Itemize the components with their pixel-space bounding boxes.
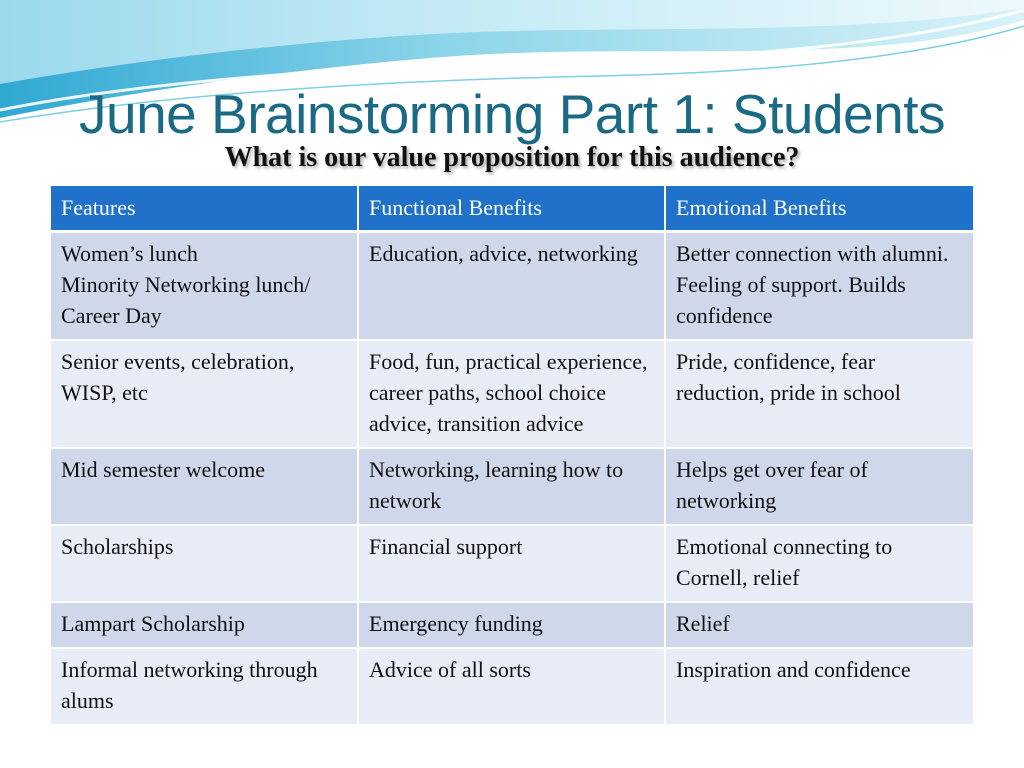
emotional-benefit-cell	[665, 448, 973, 525]
header-emotional-benefits: Emotional Benefits	[665, 186, 973, 232]
emotional-benefit-text: Emotional connecting to Cornell, relief	[676, 534, 893, 590]
table-row	[51, 602, 973, 648]
emotional-benefit-cell	[665, 648, 973, 725]
feature-text: Women’s lunch Minority Networking lunch/ Career Day	[61, 241, 311, 328]
functional-benefit-text: Education, advice, networking	[369, 241, 638, 266]
table-row	[51, 448, 973, 525]
emotional-benefit-cell	[665, 232, 973, 341]
emotional-benefit-text: Relief	[676, 611, 730, 636]
value-proposition-table	[51, 186, 973, 726]
feature-text: Mid semester welcome	[61, 457, 266, 482]
header-features: Features	[51, 186, 358, 232]
functional-benefit-text: Emergency funding	[369, 611, 543, 636]
feature-cell	[51, 525, 358, 602]
emotional-benefit-text: Pride, confidence, fear reduction, pride in school	[676, 349, 901, 405]
feature-cell	[51, 232, 358, 341]
slide-title: June Brainstorming Part 1: Students	[78, 83, 946, 145]
feature-text: Scholarships	[61, 534, 174, 559]
emotional-benefit-text: Helps get over fear of networking	[676, 457, 868, 513]
emotional-benefit-text: Better connection with alumni. Feeling of support. Builds confidence	[676, 241, 949, 328]
functional-benefit-cell	[358, 525, 665, 602]
emotional-benefit-cell	[665, 340, 973, 448]
slide-subtitle: What is our value proposition for this audience?	[224, 142, 800, 173]
functional-benefit-text: Financial support	[369, 534, 523, 559]
header-functional-benefits: Functional Benefits	[358, 186, 665, 232]
emotional-benefit-cell	[665, 602, 973, 648]
table-row	[51, 525, 973, 602]
feature-cell	[51, 340, 358, 448]
functional-benefit-cell	[358, 648, 665, 725]
functional-benefit-cell	[358, 340, 665, 448]
feature-text: Lampart Scholarship	[61, 611, 245, 636]
feature-cell	[51, 602, 358, 648]
emotional-benefit-cell	[665, 525, 973, 602]
emotional-benefit-text: Inspiration and confidence	[676, 657, 911, 682]
table-header-row	[51, 186, 973, 232]
functional-benefit-text: Advice of all sorts	[369, 657, 531, 682]
functional-benefit-cell	[358, 232, 665, 341]
feature-text: Senior events, celebration, WISP, etc	[61, 349, 295, 405]
functional-benefit-text: Food, fun, practical experience, career paths, school choice advice, transition advice	[369, 349, 648, 436]
feature-text: Informal networking through alums	[61, 657, 318, 713]
functional-benefit-cell	[358, 602, 665, 648]
functional-benefit-text: Networking, learning how to network	[369, 457, 624, 513]
functional-benefit-cell	[358, 448, 665, 525]
table-row	[51, 648, 973, 725]
table-row	[51, 340, 973, 448]
feature-cell	[51, 448, 358, 525]
table-row	[51, 232, 973, 341]
feature-cell	[51, 648, 358, 725]
